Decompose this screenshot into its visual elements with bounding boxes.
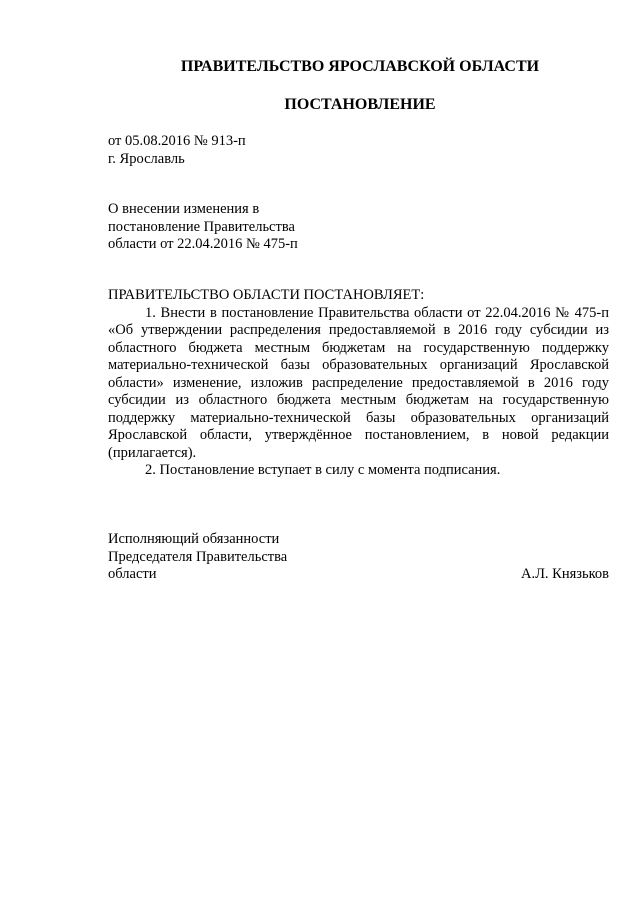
subject-line: области от 22.04.2016 № 475-п (108, 236, 298, 252)
subject-line: постановление Правительства (108, 218, 295, 235)
signature-block (108, 531, 609, 584)
signatory-position-line: Председателя Правительства (108, 548, 288, 565)
document-subject (108, 201, 298, 254)
document-type-title: ПОСТАНОВЛЕНИЕ (284, 96, 436, 113)
signature-row (108, 566, 609, 584)
resolution-item: 2. Постановление вступает в силу с момента подписания. (145, 462, 501, 478)
government-title: ПРАВИТЕЛЬСТВО ЯРОСЛАВСКОЙ ОБЛАСТИ (180, 58, 540, 75)
signatory-name: А.Л. Князьков (520, 566, 609, 582)
resolution-lead: ПРАВИТЕЛЬСТВО ОБЛАСТИ ПОСТАНОВЛЯЕТ: (108, 287, 425, 303)
subject-line: О внесении изменения в (108, 201, 260, 217)
place: г. Ярославль (108, 150, 185, 167)
resolution-item: 1. Внести в постановление Правительства области от 22.04.2016 № 475-п «Об утверждении распределения предоставляемой в 2016 году субсидии из областного бюджета местным бюджетам на государственную поддержку материально-технической базы образовательных организаций Ярославской области» изменение, изложив распределение предоставляемой в 2016 году субсидии из областного бюджета местным бюджетам на государственную поддержку материально-технической базы образовательных организаций Ярославской области, утверждённое постановлением, в новой редакции (прилагается). (108, 304, 609, 461)
signatory-position-line: области (108, 566, 157, 582)
date-number: от 05.08.2016 № 913-п (108, 133, 246, 149)
document-meta (108, 133, 246, 168)
signatory-position-line: Исполняющий обязанности (108, 531, 280, 547)
document-body (108, 287, 609, 480)
